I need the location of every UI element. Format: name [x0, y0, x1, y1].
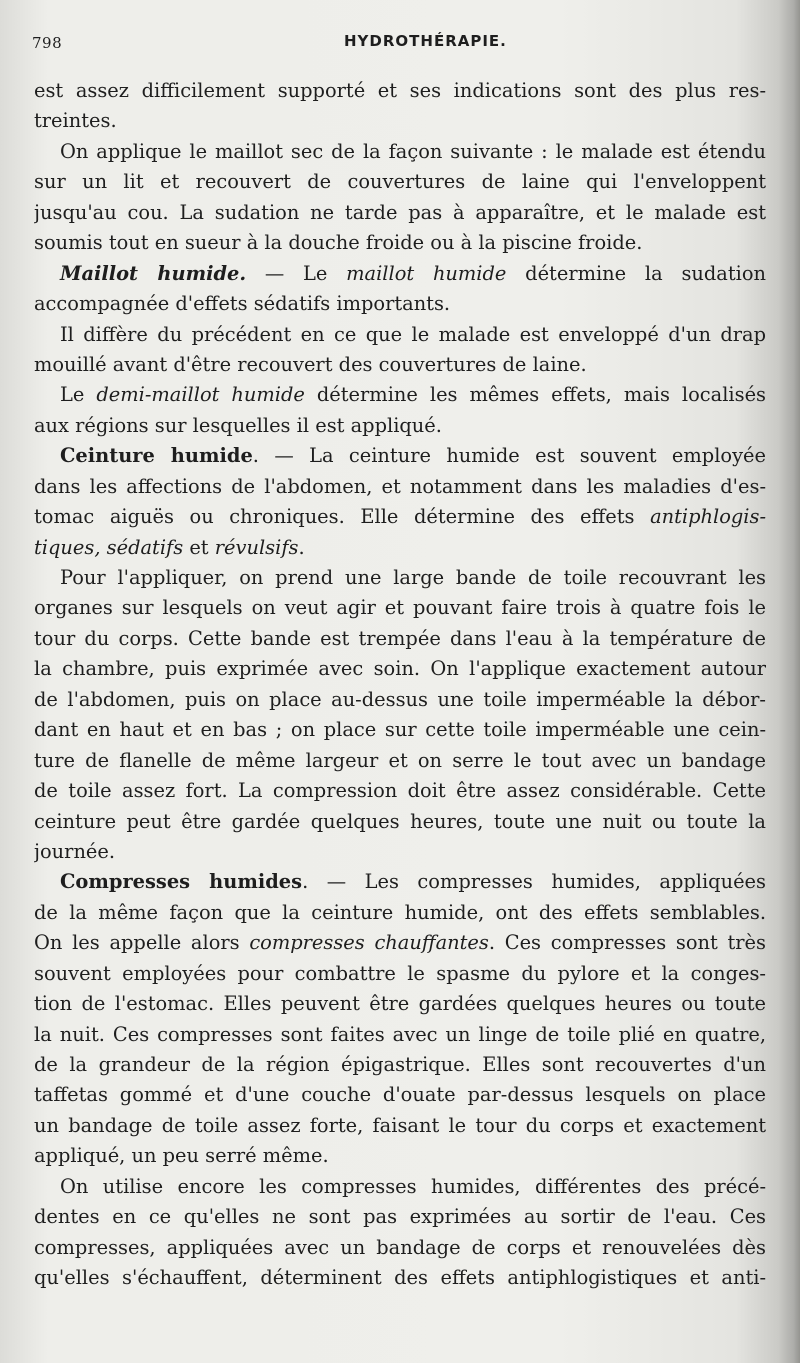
text-line: de toile assez fort. La compression doit être assez considérable. Cette — [34, 779, 766, 803]
text-line — [34, 502, 766, 532]
page-edge-shadow — [778, 0, 800, 1363]
text-line: la nuit. Ces compresses sont faites avec un linge de toile plié en quatre, — [34, 1022, 766, 1046]
text-line: organes sur lesquels on veut agir et pouvant faire trois à quatre fois le — [34, 596, 766, 620]
text-line — [34, 867, 766, 897]
text-line: treintes. — [34, 109, 117, 133]
text-line: taffetas gommé et d'une couche d'ouate par-dessus lesquels on place — [34, 1083, 766, 1107]
text-line: aux régions sur lesquelles il est appliqué. — [34, 413, 442, 437]
text-run: On les appelle alors — [34, 931, 250, 955]
text-run: — Le — [246, 261, 347, 285]
section-heading-compresses-humides: Compresses humides — [60, 870, 303, 894]
text-run: . — Les compresses humides, appliquées — [302, 870, 766, 894]
text-run: . — La ceinture humide est souvent employée — [252, 444, 766, 468]
text-line: On applique le maillot sec de la façon suivante : le malade est étendu — [60, 139, 766, 163]
emphasis-text: antiphlogis- — [650, 505, 766, 529]
text-line: ture de flanelle de même largeur et on serre le tout avec un bandage — [34, 748, 766, 772]
text-line: soumis tout en sueur à la douche froide ou à la piscine froide. — [34, 231, 643, 255]
text-line — [34, 441, 766, 471]
text-line — [34, 928, 766, 958]
emphasis-text: demi-maillot humide — [96, 383, 305, 407]
section-heading-maillot-humide: Maillot humide. — [60, 261, 247, 285]
text-line: Pour l'appliquer, on prend une large bande de toile recouvrant les — [60, 566, 766, 589]
text-line: ceinture peut être gardée quelques heures, toute une nuit ou toute la — [34, 809, 766, 833]
text-line: dentes en ce qu'elles ne sont pas exprimées au sortir de l'eau. Ces — [34, 1205, 766, 1229]
text-run: . Ces compresses sont très — [488, 931, 766, 955]
emphasis-text: révulsifs — [214, 535, 299, 559]
emphasis-text: compresses chauffantes — [249, 931, 489, 955]
text-line: est assez difficilement supporté et ses indications sont des plus res- — [34, 79, 766, 102]
text-line: jusqu'au cou. La sudation ne tarde pas à apparaître, et le malade est — [34, 200, 766, 224]
text-line: de la même façon que la ceinture humide, ont des effets semblables. — [34, 900, 766, 924]
page-number: 798 — [32, 34, 63, 52]
page-header — [32, 32, 772, 56]
text-run: Le — [60, 383, 97, 407]
text-line: dans les affections de l'abdomen, et notamment dans les maladies d'es- — [34, 474, 766, 498]
body-text — [34, 76, 766, 1294]
text-line: On utilise encore les compresses humides, différentes des précé- — [60, 1174, 766, 1198]
text-line: un bandage de toile assez forte, faisant le tour du corps et exactement — [34, 1113, 766, 1137]
text-line: tour du corps. Cette bande est trempée dans l'eau à la température de — [34, 626, 766, 650]
text-run: et — [183, 535, 215, 559]
text-run: . — [298, 535, 305, 559]
text-line — [34, 259, 766, 289]
text-run: détermine la sudation — [506, 261, 766, 285]
emphasis-text: maillot humide — [346, 261, 507, 285]
text-line: journée. — [34, 839, 116, 863]
text-line: tion de l'estomac. Elles peuvent être gardées quelques heures ou toute — [34, 992, 766, 1016]
text-run: détermine les mêmes effets, mais localisés — [304, 383, 766, 407]
text-line: Il diffère du précédent en ce que le malade est enveloppé d'un drap — [60, 322, 766, 346]
text-line: appliqué, un peu serré même. — [34, 1144, 329, 1168]
text-line: la chambre, puis exprimée avec soin. On l'applique exactement autour — [34, 657, 766, 681]
text-line: de la grandeur de la région épigastrique. Elles sont recouvertes d'un — [34, 1053, 766, 1076]
text-run: tomac aiguës ou chroniques. Elle détermine des effets — [34, 505, 651, 529]
text-line: compresses, appliquées avec un bandage de corps et renouvelées dès — [34, 1235, 766, 1259]
text-line: sur un lit et recouvert de couvertures de laine qui l'enveloppent — [34, 170, 766, 194]
text-line — [34, 533, 766, 563]
text-line: de l'abdomen, puis on place au-dessus une toile imperméable la débor- — [34, 687, 766, 711]
text-line: accompagnée d'effets sédatifs importants. — [34, 292, 451, 316]
text-line — [34, 380, 766, 410]
text-line: mouillé avant d'être recouvert des couvertures de laine. — [34, 352, 587, 376]
text-line: dant en haut et en bas ; on place sur cette toile imperméable une cein- — [34, 718, 766, 742]
section-heading-ceinture-humide: Ceinture humide — [60, 444, 253, 468]
running-title: HYDROTHÉRAPIE. — [344, 32, 507, 50]
emphasis-text: tiques, sédatifs — [34, 535, 184, 559]
text-line: souvent employées pour combattre le spasme du pylore et la conges- — [34, 961, 766, 985]
text-line: qu'elles s'échauffent, déterminent des effets antiphlogistiques et anti- — [34, 1266, 766, 1290]
